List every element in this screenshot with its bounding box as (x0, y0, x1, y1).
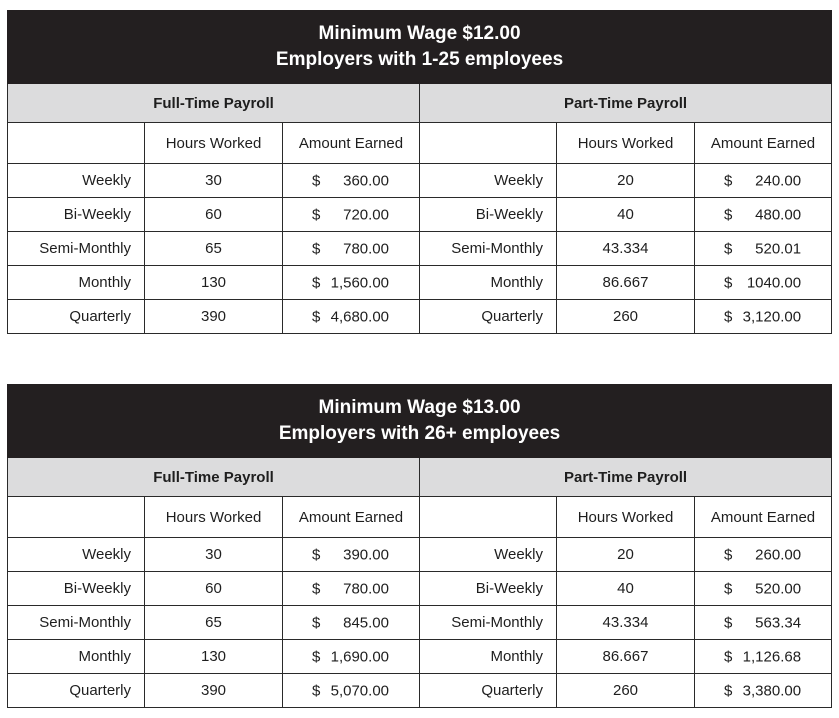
amount-earned-cell (283, 606, 420, 640)
table-row (8, 640, 832, 674)
table-row (8, 266, 832, 300)
blank-header-cell (8, 497, 145, 538)
hours-worked-cell: 43.334 (557, 232, 695, 266)
amount-earned-cell (283, 198, 420, 232)
currency-symbol: $ (312, 546, 321, 563)
title-line-employers: Employers with 1-25 employees (275, 49, 564, 70)
currency-symbol: $ (724, 206, 733, 223)
pay-period-label: Quarterly (420, 300, 557, 334)
amount-value: 4,680.00 (330, 308, 389, 325)
amount-value: 1,126.68 (742, 648, 802, 665)
amount-earned-header: Amount Earned (695, 123, 832, 164)
amount-earned-header: Amount Earned (283, 123, 420, 164)
amount-value: 1040.00 (746, 274, 802, 291)
hours-worked-cell: 130 (145, 640, 283, 674)
table-row (8, 300, 832, 334)
amount-earned-cell (283, 640, 420, 674)
currency-symbol: $ (724, 240, 733, 257)
pay-period-label: Monthly (420, 640, 557, 674)
wage-table-12 (7, 10, 831, 334)
hours-worked-cell: 20 (557, 538, 695, 572)
amount-earned-cell (695, 640, 832, 674)
amount-earned-cell (695, 674, 832, 708)
amount-value: 520.01 (755, 240, 802, 257)
currency-symbol: $ (312, 172, 321, 189)
title-line-wage: Minimum Wage $13.00 (318, 397, 521, 418)
hours-worked-cell: 390 (145, 674, 283, 708)
pay-period-label: Semi-Monthly (8, 232, 145, 266)
currency-symbol: $ (312, 240, 321, 257)
amount-earned-cell (695, 572, 832, 606)
hours-worked-cell: 40 (557, 572, 695, 606)
part-time-section-header: Part-Time Payroll (420, 84, 832, 123)
table-body (8, 164, 832, 334)
amount-value: 845.00 (343, 614, 389, 631)
pay-period-label: Quarterly (8, 300, 145, 334)
currency-symbol: $ (312, 614, 321, 631)
hours-worked-header: Hours Worked (145, 497, 283, 538)
table-row (8, 232, 832, 266)
hours-worked-header: Hours Worked (145, 123, 283, 164)
currency-symbol: $ (724, 546, 733, 563)
currency-symbol: $ (312, 682, 321, 699)
amount-value: 390.00 (343, 546, 389, 563)
amount-earned-cell (695, 164, 832, 198)
pay-period-label: Semi-Monthly (8, 606, 145, 640)
pay-period-label: Monthly (8, 640, 145, 674)
amount-earned-header: Amount Earned (283, 497, 420, 538)
hours-worked-cell: 86.667 (557, 640, 695, 674)
hours-worked-cell: 390 (145, 300, 283, 334)
amount-earned-cell (695, 232, 832, 266)
pay-period-label: Bi-Weekly (420, 198, 557, 232)
amount-value: 480.00 (755, 206, 802, 223)
pay-period-label: Quarterly (420, 674, 557, 708)
pay-period-label: Bi-Weekly (420, 572, 557, 606)
amount-value: 720.00 (343, 206, 389, 223)
pay-period-label: Monthly (420, 266, 557, 300)
table-row (8, 198, 832, 232)
currency-symbol: $ (312, 648, 321, 665)
hours-worked-cell: 20 (557, 164, 695, 198)
hours-worked-cell: 86.667 (557, 266, 695, 300)
currency-symbol: $ (724, 172, 733, 189)
title-line-wage: Minimum Wage $12.00 (318, 23, 521, 44)
amount-earned-cell (283, 232, 420, 266)
table-body (8, 538, 832, 708)
amount-value: 780.00 (343, 580, 389, 597)
amount-value: 240.00 (755, 172, 802, 189)
amount-earned-cell (695, 198, 832, 232)
pay-period-label: Weekly (8, 538, 145, 572)
table-row (8, 572, 832, 606)
blank-header-cell (420, 497, 557, 538)
pay-period-label: Weekly (420, 164, 557, 198)
currency-symbol: $ (724, 614, 733, 631)
wage-table-grid (7, 384, 832, 708)
pay-period-label: Semi-Monthly (420, 606, 557, 640)
amount-earned-cell (695, 606, 832, 640)
blank-header-cell (8, 123, 145, 164)
pay-period-label: Semi-Monthly (420, 232, 557, 266)
amount-value: 780.00 (343, 240, 389, 257)
pay-period-label: Bi-Weekly (8, 198, 145, 232)
amount-earned-cell (283, 266, 420, 300)
hours-worked-cell: 260 (557, 300, 695, 334)
hours-worked-cell: 260 (557, 674, 695, 708)
table-row (8, 164, 832, 198)
pay-period-label: Weekly (420, 538, 557, 572)
currency-symbol: $ (724, 580, 733, 597)
hours-worked-cell: 60 (145, 572, 283, 606)
amount-earned-cell (283, 538, 420, 572)
amount-value: 5,070.00 (330, 682, 389, 699)
hours-worked-header: Hours Worked (557, 123, 695, 164)
full-time-section-header: Full-Time Payroll (8, 84, 420, 123)
currency-symbol: $ (724, 308, 733, 325)
currency-symbol: $ (312, 308, 321, 325)
currency-symbol: $ (724, 274, 733, 291)
amount-value: 3,120.00 (742, 308, 802, 325)
amount-earned-cell (283, 572, 420, 606)
amount-value: 1,560.00 (330, 274, 389, 291)
table-row (8, 674, 832, 708)
amount-earned-cell (695, 266, 832, 300)
table-row (8, 606, 832, 640)
amount-value: 520.00 (755, 580, 802, 597)
currency-symbol: $ (724, 682, 733, 699)
amount-value: 260.00 (755, 546, 802, 563)
hours-worked-cell: 65 (145, 232, 283, 266)
amount-value: 563.34 (755, 614, 802, 631)
amount-earned-header: Amount Earned (695, 497, 832, 538)
table-title (8, 11, 832, 84)
amount-value: 1,690.00 (330, 648, 389, 665)
hours-worked-cell: 43.334 (557, 606, 695, 640)
blank-header-cell (420, 123, 557, 164)
hours-worked-cell: 60 (145, 198, 283, 232)
hours-worked-cell: 30 (145, 538, 283, 572)
amount-value: 360.00 (343, 172, 389, 189)
wage-table-grid (7, 10, 832, 334)
table-row (8, 538, 832, 572)
full-time-section-header: Full-Time Payroll (8, 458, 420, 497)
currency-symbol: $ (312, 206, 321, 223)
hours-worked-cell: 130 (145, 266, 283, 300)
currency-symbol: $ (312, 580, 321, 597)
wage-table-13 (7, 384, 831, 708)
pay-period-label: Quarterly (8, 674, 145, 708)
amount-earned-cell (283, 164, 420, 198)
hours-worked-cell: 40 (557, 198, 695, 232)
title-line-employers: Employers with 26+ employees (278, 423, 561, 444)
amount-earned-cell (283, 300, 420, 334)
amount-earned-cell (695, 300, 832, 334)
hours-worked-cell: 65 (145, 606, 283, 640)
amount-earned-cell (695, 538, 832, 572)
amount-earned-cell (283, 674, 420, 708)
currency-symbol: $ (724, 648, 733, 665)
pay-period-label: Bi-Weekly (8, 572, 145, 606)
amount-value: 3,380.00 (742, 682, 802, 699)
part-time-section-header: Part-Time Payroll (420, 458, 832, 497)
hours-worked-header: Hours Worked (557, 497, 695, 538)
hours-worked-cell: 30 (145, 164, 283, 198)
pay-period-label: Weekly (8, 164, 145, 198)
currency-symbol: $ (312, 274, 321, 291)
pay-period-label: Monthly (8, 266, 145, 300)
table-title (8, 385, 832, 458)
